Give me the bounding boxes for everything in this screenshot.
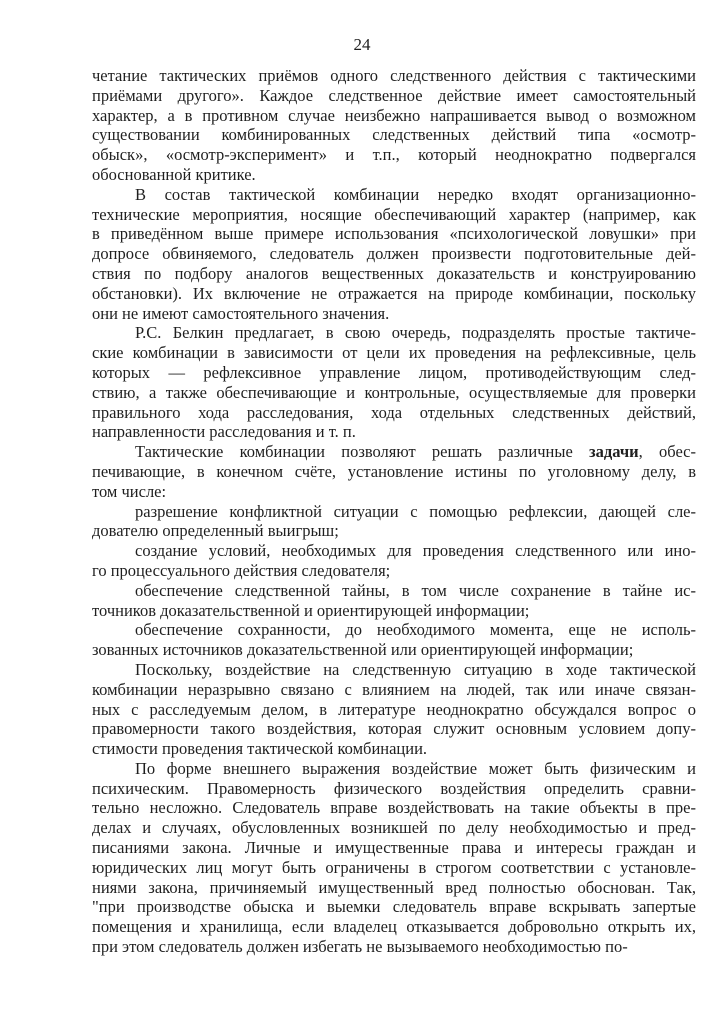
text-line: обстановки). Их включение не отражается на природе комбинации, поскольку xyxy=(92,283,696,303)
text-line: стимости проведения тактической комбинации. xyxy=(92,739,428,759)
text-line: они не имеют самостоятельного значения. xyxy=(92,303,390,323)
text-line: точников доказательственной и ориентирующей информации; xyxy=(92,600,530,620)
bold-text: задачи xyxy=(589,442,639,462)
text-line: обыск», «осмотр-эксперимент» и т.п., который неоднократно подвергался xyxy=(92,145,696,165)
text-line: делах и случаях, обусловленных возникшей по делу необходимостью и пред- xyxy=(92,818,696,838)
paragraph-1 xyxy=(92,66,696,185)
page-number: 24 xyxy=(353,35,371,54)
text-line: го процессуального действия следователя; xyxy=(92,560,391,580)
text-line: ские комбинации в зависимости от цели их проведения на рефлексивные, цель xyxy=(92,343,696,363)
text-line: тельно несложно. Следователь вправе воздействовать на такие объекты в пре- xyxy=(92,798,696,818)
text-line: Р.С. Белкин предлагает, в свою очередь, подразделять простые тактиче- xyxy=(135,323,696,343)
text-line: приёмами другого». Каждое следственное действие имеет самостоятельный xyxy=(92,85,696,105)
text-line: ных с расследуемым делом, в литературе неоднократно обсуждался вопрос о xyxy=(92,699,696,719)
text-line: юридических лиц могут быть ограничены в строгом соответствии с установле- xyxy=(92,857,696,877)
text-line: характер, а в противном случае неизбежно напрашивается вывод о возможном xyxy=(92,105,696,125)
text-line: том числе: xyxy=(92,481,167,501)
text-line: обеспечение сохранности, до необходимого момента, еще не исполь- xyxy=(135,620,696,640)
paragraph-4 xyxy=(92,442,696,501)
text-line: Тактические комбинации позволяют решать различные задачи, обес- xyxy=(135,442,696,462)
text-line: зованных источников доказательственной или ориентирующей информации; xyxy=(92,640,634,660)
text-line: допросе обвиняемого, следователь должен произвести подготовительные дей- xyxy=(92,244,696,264)
paragraph-2 xyxy=(92,185,696,324)
text-line: создание условий, необходимых для проведения следственного или ино- xyxy=(135,541,696,561)
paragraph-5 xyxy=(92,502,696,542)
text-line: ниями закона, причиняемый имущественный вред полностью обоснован. Так, xyxy=(92,877,696,897)
paragraph-10 xyxy=(92,759,696,957)
text-line: Поскольку, воздействие на следственную ситуацию в ходе тактической xyxy=(135,659,696,679)
text-line: четание тактических приёмов одного следственного действия с тактическими xyxy=(92,66,696,85)
text-line: писаниями закона. Личные и имущественные права и интересы граждан и xyxy=(92,838,696,858)
text-line: психическим. Правомерность физического воздействия определить сравни- xyxy=(92,778,696,798)
text-line: в приведённом выше примере использования «психологической ловушки» при xyxy=(92,224,696,244)
paragraph-9 xyxy=(92,660,696,759)
text-line: разрешение конфликтной ситуации с помощью рефлексии, дающей сле- xyxy=(135,501,696,521)
text-line: комбинации неразрывно связано с влиянием на людей, так или иначе связан- xyxy=(92,679,696,699)
paragraph-3 xyxy=(92,323,696,442)
paragraph-7 xyxy=(92,581,696,621)
text-line: ствия по подбору аналогов вещественных доказательств и конструированию xyxy=(92,263,696,283)
text-line: обоснованной критике. xyxy=(92,164,256,184)
text-line: По форме внешнего выражения воздействие может быть физическим и xyxy=(135,758,696,778)
paragraph-8 xyxy=(92,620,696,660)
paragraph-6 xyxy=(92,541,696,581)
page-body xyxy=(92,66,696,957)
text-line: правильного хода расследования, хода отдельных следственных действий, xyxy=(92,402,696,422)
text-line: "при производстве обыска и выемки следователь вправе вскрывать запертые xyxy=(92,897,696,917)
text-line: правомерности такого воздействия, которая служит основным условием допу- xyxy=(92,719,696,739)
text-line: ствию, а также обеспечивающие и контрольные, осуществляемые для проверки xyxy=(92,382,696,402)
text-line: дователю определенный выигрыш; xyxy=(92,521,339,541)
text-line: обеспечение следственной тайны, в том числе сохранение в тайне ис- xyxy=(135,580,696,600)
text-line: помещения и хранилища, если владелец отказывается добровольно открыть их, xyxy=(92,917,696,937)
text-line: технические мероприятия, носящие обеспечивающий характер (например, как xyxy=(92,204,696,224)
text-line: при этом следователь должен избегать не вызываемого необходимостью по- xyxy=(92,937,628,957)
text-line: которых — рефлексивное управление лицом, противодействующим след- xyxy=(92,362,696,382)
text-line: существовании комбинированных следственных действий типа «осмотр- xyxy=(92,125,696,145)
text-line: печивающие, в конечном счёте, установление истины по уголовному делу, в xyxy=(92,461,696,481)
text-line: направленности расследования и т. п. xyxy=(92,422,356,442)
text-line: В состав тактической комбинации нередко входят организационно- xyxy=(135,184,696,204)
